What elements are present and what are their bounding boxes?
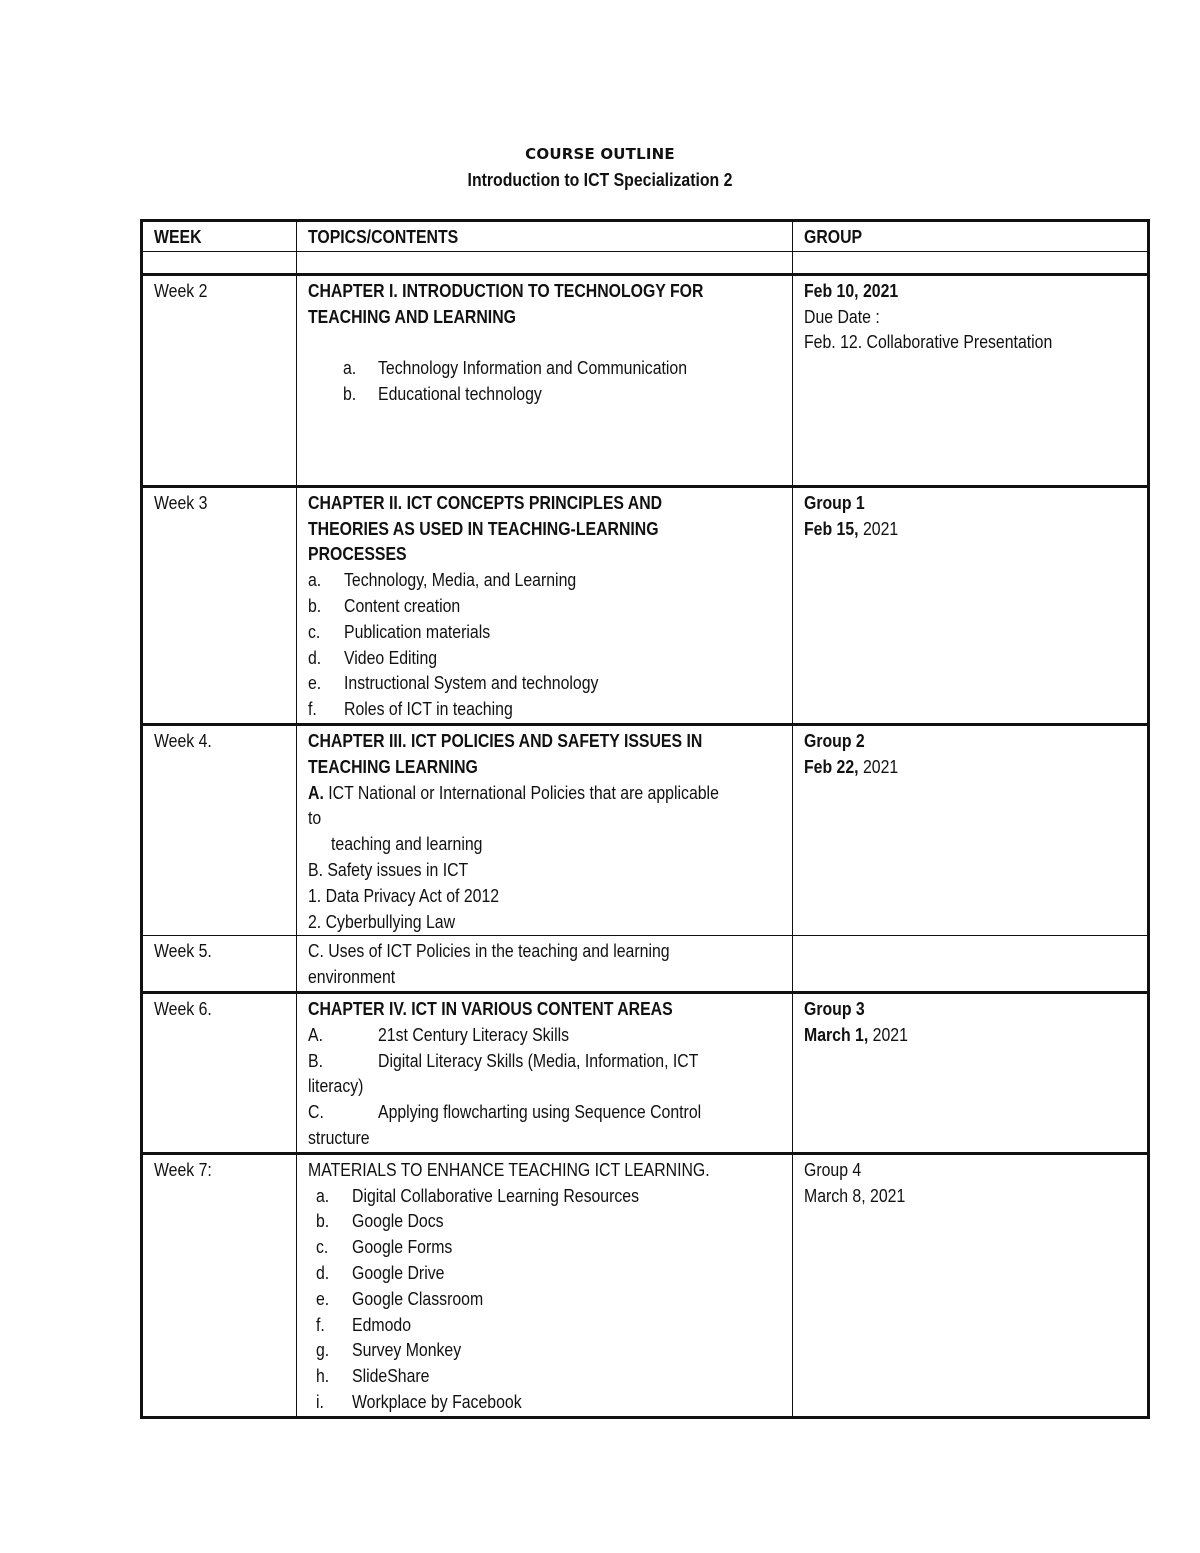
column-header-topics: TOPICS/CONTENTS [308,227,459,247]
group-date: Feb 22, 2021 [804,756,899,777]
column-header-week: WEEK [154,227,202,247]
due-date-label: Due Date : [804,306,880,327]
group-name: Group 3 [804,998,865,1019]
list-item: b. Content creation [308,595,461,616]
list-item: b. Google Docs [316,1211,444,1232]
list-item: A. ICT National or International Policies that are applicable [308,782,719,803]
list-item: d. Video Editing [308,647,438,668]
list-item: 2. Cyberbullying Law [308,911,456,932]
week-label: Week 3 [154,492,208,513]
chapter-title: CHAPTER I. INTRODUCTION TO TECHNOLOGY FOR [308,280,704,301]
table-row [142,486,1149,724]
table-row [142,724,1149,935]
list-item-continuation: teaching and learning [331,834,483,855]
list-item: A. 21st Century Literacy Skills [308,1024,570,1045]
week-label: Week 6. [154,998,212,1019]
due-date-value: Feb. 12. Collaborative Presentation [804,332,1053,353]
table-row [142,936,1149,993]
chapter-title: CHAPTER II. ICT CONCEPTS PRINCIPLES AND [308,492,663,513]
group-name: Group 1 [804,492,865,513]
group-name: Group 4 [804,1159,862,1180]
topic-line: environment [308,967,396,988]
chapter-title: THEORIES AS USED IN TEACHING-LEARNING [308,518,659,539]
list-item: f. Edmodo [316,1314,412,1335]
chapter-title: PROCESSES [308,544,407,565]
page-title: COURSE OUTLINE [525,145,675,163]
chapter-title: CHAPTER IV. ICT IN VARIOUS CONTENT AREAS [308,998,673,1019]
table-row [142,1153,1149,1417]
chapter-title: CHAPTER III. ICT POLICIES AND SAFETY ISSUES IN [308,730,703,751]
week-label: Week 4. [154,730,212,751]
list-item: C. Applying flowcharting using Sequence Control [308,1102,702,1123]
list-item: 1. Data Privacy Act of 2012 [308,885,500,906]
group-name: Group 2 [804,730,865,751]
list-item: i. Workplace by Facebook [316,1391,522,1412]
list-item: e. Google Classroom [316,1288,484,1309]
week-label: Week 7: [154,1159,212,1180]
column-header-group: GROUP [804,227,863,247]
list-item: c. Google Forms [316,1237,453,1258]
group-date: March 1, 2021 [804,1024,908,1045]
list-item: c. Publication materials [308,621,491,642]
list-item: a. Digital Collaborative Learning Resources [316,1185,640,1206]
list-item-continuation: to [308,808,322,829]
list-item: d. Google Drive [316,1262,445,1283]
list-item: f. Roles of ICT in teaching [308,699,513,720]
table-blank-row [142,251,1149,274]
chapter-title: TEACHING AND LEARNING [308,306,516,327]
list-item: a. Technology, Media, and Learning [308,570,577,591]
section-heading: MATERIALS TO ENHANCE TEACHING ICT LEARNING. [308,1159,710,1180]
group-date: March 8, 2021 [804,1185,906,1206]
group-date: Feb 15, 2021 [804,518,899,539]
topic-line: C. Uses of ICT Policies in the teaching and learning [308,941,670,962]
chapter-title: TEACHING LEARNING [308,756,478,777]
table-row [142,992,1149,1153]
list-item: g. Survey Monkey [316,1340,462,1361]
table-header-row [142,221,1149,252]
list-item: a. Technology Information and Communication [343,358,688,379]
list-item: h. SlideShare [316,1366,430,1387]
week-label: Week 2 [154,280,208,301]
table-row [142,274,1149,486]
list-item-continuation: literacy) [308,1076,364,1097]
list-item: b. Educational technology [343,384,542,405]
list-item: e. Instructional System and technology [308,673,599,694]
group-date: Feb 10, 2021 [804,280,899,301]
list-item-continuation: structure [308,1127,370,1148]
list-item: B. Safety issues in ICT [308,859,469,880]
list-item: B. Digital Literacy Skills (Media, Information, ICT [308,1050,699,1071]
week-label: Week 5. [154,941,212,962]
course-outline-table [140,219,1150,1419]
page-subtitle: Introduction to ICT Specialization 2 [467,170,733,190]
